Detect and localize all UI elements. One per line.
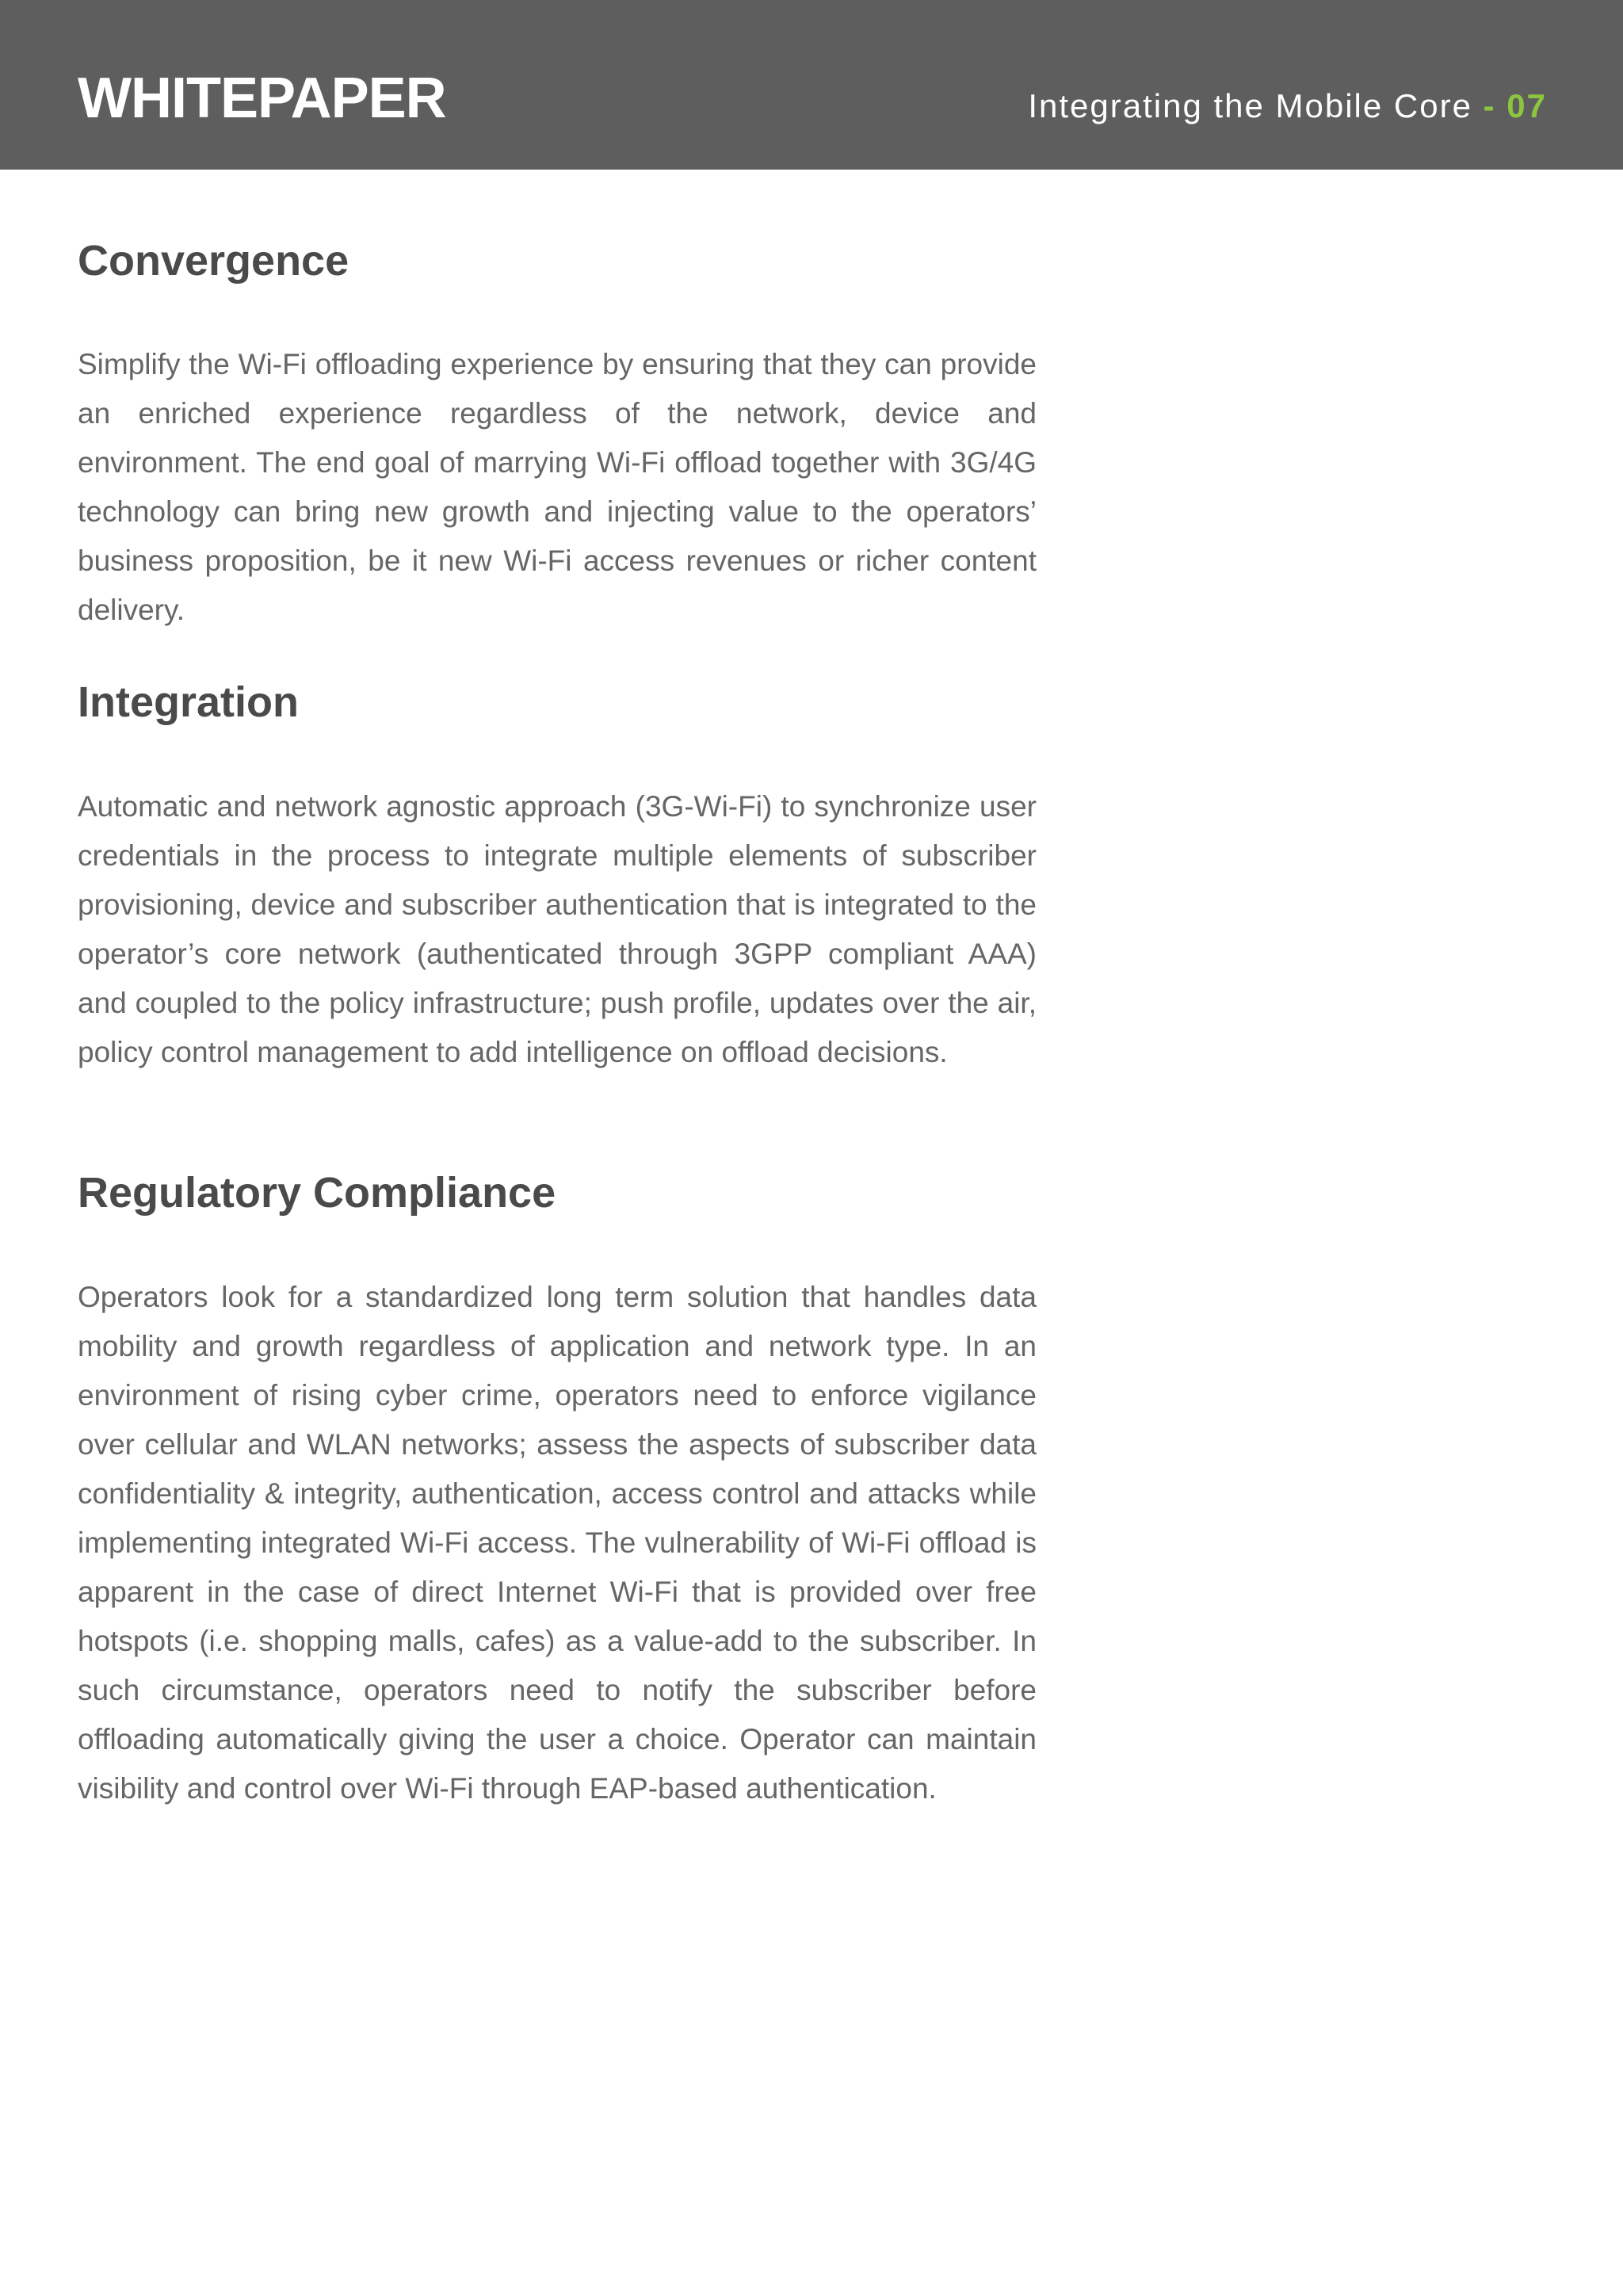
running-title xyxy=(1028,82,1547,130)
title-separator: - xyxy=(1472,87,1507,124)
section-heading-convergence: Convergence xyxy=(78,237,349,285)
page-number: 07 xyxy=(1507,87,1547,124)
section-body-regulatory-compliance: Operators look for a standardized long term solution that handles data mobility and growth regardless of application and network type. In an environment of rising cyber crime, operators need to enforce vigilance over cellular and WLAN networks; assess the aspects of subscriber data confidentiality & integrity, authentication, access control and attacks while implementing integrated Wi-Fi access. The vulnerability of Wi-Fi offload is apparent in the case of direct Internet Wi-Fi that is provided over free hotspots (i.e. shopping malls, cafes) as a value-add to the subscriber. In such circumstance, operators need to notify the subscriber before offloading automatically giving the user a choice. Operator can maintain visibility and control over Wi-Fi through EAP-based authentication. xyxy=(78,1281,1037,1805)
document-title: Integrating the Mobile Core xyxy=(1028,87,1472,124)
page-header xyxy=(0,0,1623,170)
section-body-integration: Automatic and network agnostic approach (3G-Wi-Fi) to synchronize user credentials in the process to integrate multiple elements of subscriber provisioning, device and subscriber authentication that is integrated to the operator’s core network (authenticated through 3GPP compliant AAA) and coupled to the policy infrastructure; push profile, updates over the air, policy control management to add intelligence on offload decisions. xyxy=(78,790,1037,1068)
section-heading-integration: Integration xyxy=(78,678,299,726)
section-body-convergence: Simplify the Wi-Fi offloading experience by ensuring that they can provide an enriched experience regardless of the network, device and environment. The end goal of marrying Wi-Fi offload together with 3G/4G technology can bring new growth and injecting value to the operators’ business proposition, be it new Wi-Fi access revenues or richer content delivery. xyxy=(78,348,1037,626)
document-type-label: WHITEPAPER xyxy=(78,67,446,130)
section-heading-regulatory-compliance: Regulatory Compliance xyxy=(78,1169,556,1217)
